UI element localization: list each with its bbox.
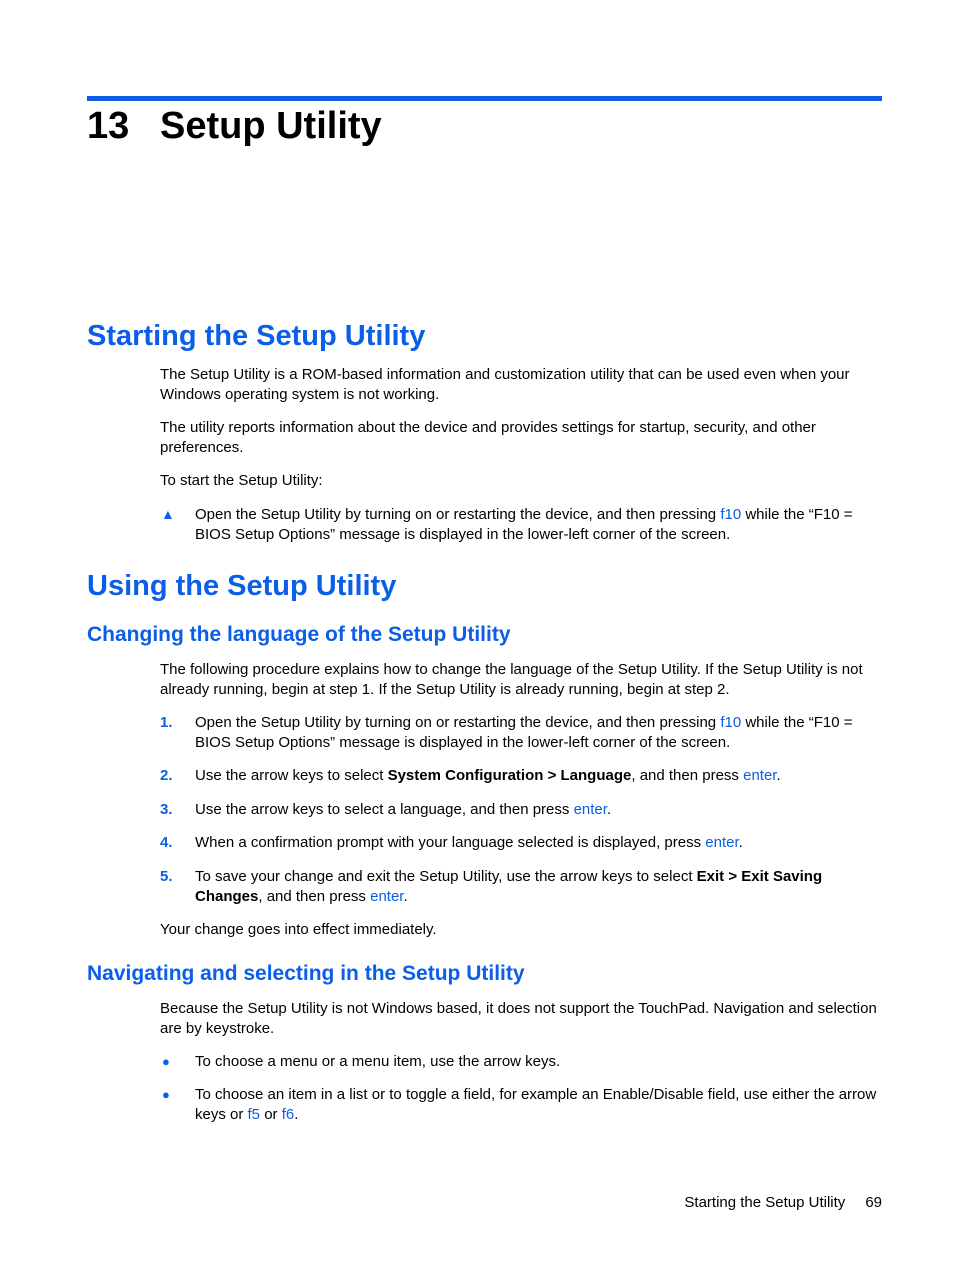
heading-starting: Starting the Setup Utility: [87, 320, 426, 352]
list-item: 4. When a confirmation prompt with your language selected is displayed, press enter.: [160, 834, 743, 851]
chapter-number: 13: [87, 105, 130, 147]
page-footer: [684, 1193, 882, 1212]
step-number: 3.: [160, 801, 173, 818]
paragraph-reports: The utility reports information about the device and provides settings for startup, security, and other preferences.: [160, 419, 816, 456]
triangle-icon: ▲: [161, 506, 175, 522]
key-f10: f10: [720, 714, 742, 731]
key-f5: f5: [247, 1105, 261, 1123]
list-item: ● To choose a menu or a menu item, use the arrow keys.: [162, 1053, 561, 1070]
list-item: 3. Use the arrow keys to select a language, and then press enter.: [160, 801, 612, 818]
key-f10: f10: [720, 506, 742, 523]
chapter-rule: [87, 96, 882, 101]
key-enter: enter: [743, 767, 777, 784]
list-item: ● To choose an item in a list or to toggle a field, for example an Enable/Disable field, use either the arrow keys or f5 or f6.: [162, 1086, 877, 1123]
menu-path: System Configuration > Language: [387, 767, 632, 784]
step-number: 2.: [160, 767, 173, 784]
menu-path: Exit > Exit Saving Changes: [195, 868, 823, 905]
key-enter: enter: [573, 801, 607, 818]
paragraph-procedure: The following procedure explains how to change the language of the Setup Utility. If the Setup Utility is not already running, begin at step 1. If the Setup Utility is already running, begin at step 2.: [160, 661, 863, 698]
step-number: 4.: [160, 834, 173, 851]
step-number: 5.: [160, 868, 173, 885]
key-enter: enter: [705, 834, 739, 851]
heading-using: Using the Setup Utility: [87, 570, 397, 602]
key-f6: f6: [281, 1105, 295, 1123]
paragraph-intro: The Setup Utility is a ROM-based information and customization utility that can be used even when your Windows operating system is not working.: [160, 366, 850, 403]
key-enter: enter: [370, 887, 404, 905]
paragraph-keystroke: Because the Setup Utility is not Windows based, it does not support the TouchPad. Navigation and selection are by keystroke.: [160, 1000, 877, 1037]
page-number: 69: [865, 1194, 882, 1211]
chapter-title-text: Setup Utility: [160, 105, 382, 147]
bullet-icon: ●: [162, 1087, 170, 1102]
heading-changing-language: Changing the language of the Setup Utility: [87, 623, 511, 646]
list-item: 2. Use the arrow keys to select System Configuration > Language, and then press enter.: [160, 767, 781, 784]
step-number: 1.: [160, 714, 173, 731]
paragraph-effect: Your change goes into effect immediately.: [160, 921, 437, 938]
chapter-title: [87, 102, 382, 150]
paragraph-to-start: To start the Setup Utility:: [160, 472, 323, 489]
footer-section: Starting the Setup Utility: [684, 1194, 846, 1211]
list-item: 1. Open the Setup Utility by turning on or restarting the device, and then pressing f10 while the “F10 = BIOS Setup Options” message is displayed in the lower-left corner of the screen.: [160, 714, 853, 751]
bullet-icon: ●: [162, 1054, 170, 1069]
list-item: 5. To save your change and exit the Setup Utility, use the arrow keys to select Exit > Exit Saving Changes, and then press enter.: [160, 868, 823, 905]
start-step: ▲ Open the Setup Utility by turning on or restarting the device, and then pressing f10 while the “F10 = BIOS Setup Options” message is displayed in the lower-left corner of the screen.: [161, 506, 853, 543]
heading-navigating: Navigating and selecting in the Setup Utility: [87, 962, 525, 985]
